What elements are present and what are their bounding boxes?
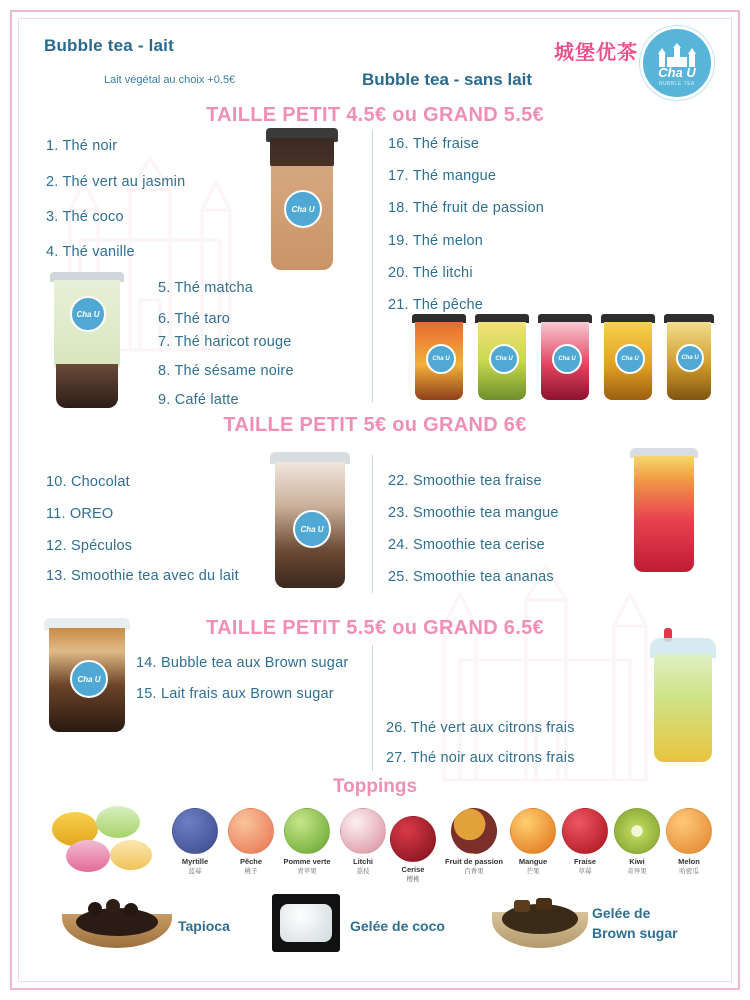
cup-logo: Cha U: [293, 510, 331, 548]
extra-label-brown-sugar-line2: Brown sugar: [592, 925, 678, 941]
cup-brown-sugar: [44, 618, 130, 736]
topping-jelly-bowl: [52, 806, 162, 874]
topping-name: Cerise: [401, 865, 425, 874]
topping-name-cn: 奇异果: [627, 868, 647, 875]
menu-item: 22. Smoothie tea fraise: [388, 473, 542, 489]
topping-name: Fruit de passion: [445, 857, 503, 866]
topping-icon: [172, 808, 218, 854]
column-divider-1: [372, 130, 373, 402]
logo-badge: [640, 26, 714, 100]
topping-icon: [340, 808, 386, 854]
menu-item: 8. Thé sésame noire: [158, 363, 294, 379]
topping-item: [280, 808, 334, 875]
topping-name-cn: 桃子: [244, 868, 258, 875]
menu-item: 18. Thé fruit de passion: [388, 200, 545, 216]
cup-matcha: [48, 272, 126, 412]
menu-item: 15. Lait frais aux Brown sugar: [136, 686, 334, 702]
topping-icon: [614, 808, 660, 854]
menu-item: 3. Thé coco: [46, 209, 124, 225]
topping-name-cn: 哈密瓜: [679, 868, 699, 875]
topping-name-cn: 青苹果: [297, 868, 317, 875]
cup-lemon-tea: [648, 628, 718, 768]
topping-name-cn: 樱桃: [406, 876, 420, 883]
cup-smoothie: [628, 448, 700, 576]
topping-name-cn: 草莓: [578, 868, 592, 875]
topping-icon: [390, 816, 436, 862]
topping-name: Kiwi: [629, 857, 645, 866]
topping-item: [662, 808, 716, 875]
extra-label-brown-sugar-line1: Gelée de: [592, 905, 651, 921]
column-divider-2: [372, 455, 373, 593]
price-heading-1: TAILLE PETIT 4.5€ ou GRAND 5.5€: [206, 104, 544, 126]
menu-item: 25. Smoothie tea ananas: [388, 569, 554, 585]
menu-item: 21. Thé pêche: [388, 297, 484, 313]
toppings-title: Toppings: [332, 776, 418, 797]
topping-item: [224, 808, 278, 875]
menu-item: 4. Thé vanille: [46, 244, 135, 260]
cup-logo: Cha U: [70, 660, 108, 698]
cup-fruit-tea: [664, 314, 714, 402]
menu-item: 13. Smoothie tea avec du lait: [46, 568, 239, 584]
castle-icon: [655, 43, 699, 67]
logo-brand-text: Cha U: [658, 65, 696, 80]
menu-item: 7. Thé haricot rouge: [158, 334, 292, 350]
cup-fruit-tea: [601, 314, 655, 402]
cup-logo: Cha U: [489, 344, 519, 374]
topping-icon: [451, 808, 497, 854]
extra-label-tapioca: Tapioca: [178, 918, 230, 934]
menu-item: 11. OREO: [46, 506, 114, 522]
menu-item: 19. Thé melon: [388, 233, 484, 249]
menu-item: 26. Thé vert aux citrons frais: [386, 720, 575, 736]
price-heading-3: TAILLE PETIT 5.5€ ou GRAND 6.5€: [206, 617, 544, 639]
column-divider-3: [372, 645, 373, 771]
topping-name: Fraise: [573, 857, 597, 866]
cup-logo: Cha U: [615, 344, 645, 374]
topping-name: Pomme verte: [283, 857, 331, 866]
extra-label-coco: Gelée de coco: [350, 918, 445, 934]
menu-item: 27. Thé noir aux citrons frais: [386, 750, 575, 766]
page-title-right: Bubble tea - sans lait: [362, 70, 533, 89]
coco-jelly-image: [272, 894, 340, 952]
menu-item: 5. Thé matcha: [158, 280, 254, 296]
topping-icon: [228, 808, 274, 854]
topping-name-cn: 荔枝: [356, 868, 370, 875]
topping-icon: [666, 808, 712, 854]
topping-name-cn: 百香果: [464, 868, 484, 875]
topping-item: [386, 816, 440, 883]
menu-item: 6. Thé taro: [158, 311, 231, 327]
cup-logo: Cha U: [676, 344, 704, 372]
menu-item: 23. Smoothie tea mangue: [388, 505, 559, 521]
cup-logo: Cha U: [426, 344, 456, 374]
menu-item: 17. Thé mangue: [388, 168, 497, 184]
price-heading-2: TAILLE PETIT 5€ ou GRAND 6€: [223, 414, 527, 436]
topping-name-cn: 蓝莓: [188, 868, 202, 875]
cup-logo: Cha U: [284, 190, 322, 228]
cup-fruit-tea: [412, 314, 466, 402]
topping-icon: [284, 808, 330, 854]
menu-item: 9. Café latte: [158, 392, 239, 408]
subtitle-vegetal-milk: Lait végétal au choix +0.5€: [104, 74, 236, 86]
brown-sugar-jelly-image: [492, 896, 588, 952]
menu-item: 12. Spéculos: [46, 538, 133, 554]
topping-name: Pêche: [239, 857, 263, 866]
topping-item: [610, 808, 664, 875]
menu-item: 16. Thé fraise: [388, 136, 480, 152]
topping-item: [506, 808, 560, 875]
menu-item: 14. Bubble tea aux Brown sugar: [136, 655, 349, 671]
cup-milk-tea: [262, 128, 342, 278]
topping-name: Melon: [678, 857, 700, 866]
menu-item: 1. Thé noir: [46, 138, 118, 154]
topping-item: [440, 808, 508, 875]
cup-fruit-tea: [538, 314, 592, 402]
topping-name: Myrtille: [181, 857, 209, 866]
menu-item: 2. Thé vert au jasmin: [46, 174, 186, 190]
topping-item: [558, 808, 612, 875]
menu-item: 24. Smoothie tea cerise: [388, 537, 545, 553]
page-title-left: Bubble tea - lait: [44, 36, 174, 55]
topping-icon: [510, 808, 556, 854]
tapioca-image: [62, 896, 172, 952]
cup-chocolate: [268, 452, 352, 592]
topping-item: [336, 808, 390, 875]
menu-item: 10. Chocolat: [46, 474, 130, 490]
topping-name: Mangue: [518, 857, 548, 866]
cup-logo: Cha U: [552, 344, 582, 374]
cup-fruit-tea: [475, 314, 529, 402]
topping-name: Litchi: [353, 857, 373, 866]
menu-item: 20. Thé litchi: [388, 265, 473, 281]
logo-brand-subtext: BUBBLE TEA: [659, 81, 695, 87]
topping-icon: [562, 808, 608, 854]
topping-name-cn: 芒果: [526, 868, 540, 875]
logo-chinese-name: 城堡优茶: [554, 42, 638, 64]
topping-item: [168, 808, 222, 875]
cup-logo: Cha U: [70, 296, 106, 332]
